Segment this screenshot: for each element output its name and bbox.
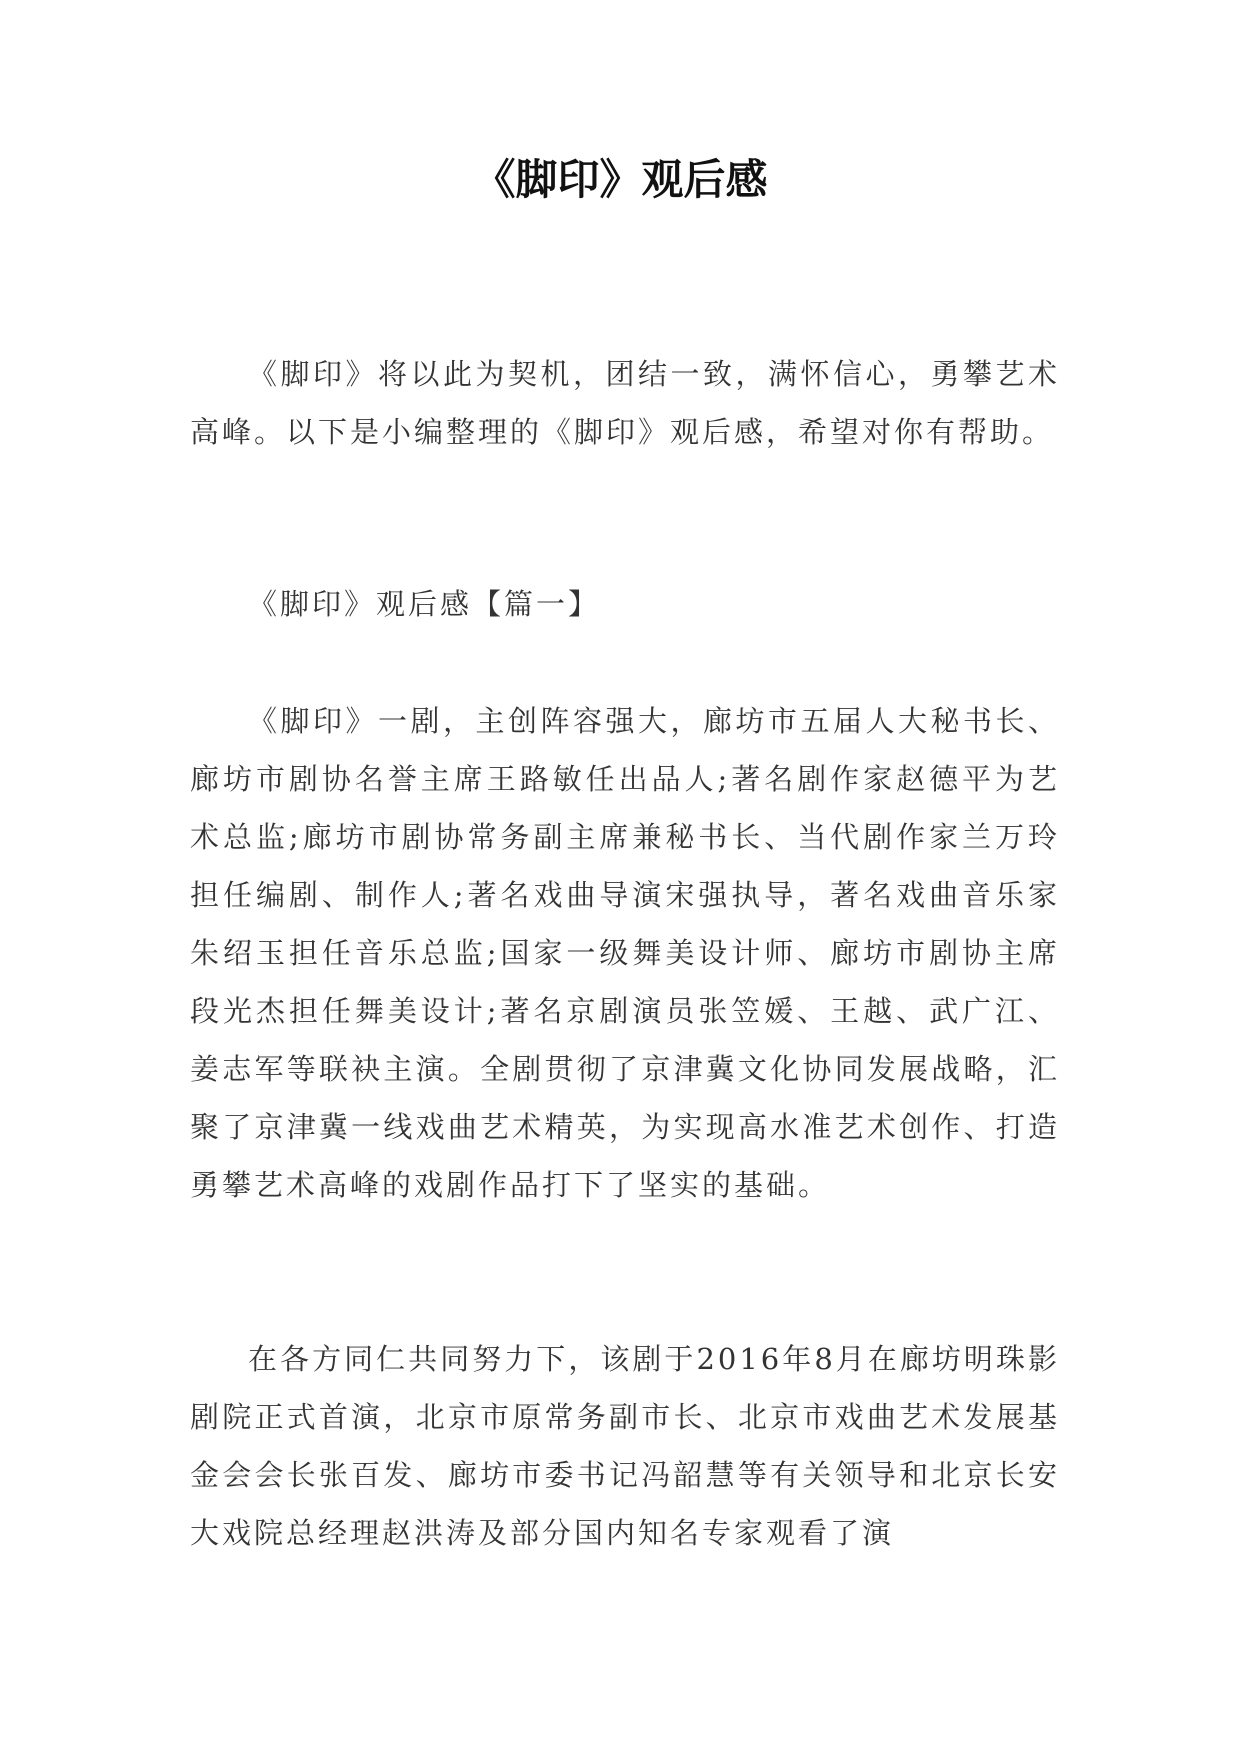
body-paragraph: 在各方同仁共同努力下，该剧于2016年8月在廊坊明珠影剧院正式首演，北京市原常务副市长、北京市戏曲艺术发展基金会会长张百发、廊坊市委书记冯韶慧等有关领导和北京长安大戏院总经理赵洪涛及部分国内知名专家观看了演 [190,1342,1060,1550]
document-title: 《脚印》观后感 [473,155,768,204]
intro-paragraph: 《脚印》将以此为契机，团结一致，满怀信心，勇攀艺术高峰。以下是小编整理的《脚印》观后感，希望对你有帮助。 [190,357,1060,449]
body-paragraph: 《脚印》一剧，主创阵容强大，廊坊市五届人大秘书长、廊坊市剧协名誉主席王路敏任出品人;著名剧作家赵德平为艺术总监;廊坊市剧协常务副主席兼秘书长、当代剧作家兰万玲担任编剧、制作人;著名戏曲导演宋强执导，著名戏曲音乐家朱绍玉担任音乐总监;国家一级舞美设计师、廊坊市剧协主席段光杰担任舞美设计;著名京剧演员张笠媛、王越、武广江、姜志军等联袂主演。全剧贯彻了京津冀文化协同发展战略，汇聚了京津冀一线戏曲艺术精英，为实现高水准艺术创作、打造勇攀艺术高峰的戏剧作品打下了坚实的基础。 [190,704,1060,1202]
section-heading: 《脚印》观后感【篇一】 [248,587,601,621]
